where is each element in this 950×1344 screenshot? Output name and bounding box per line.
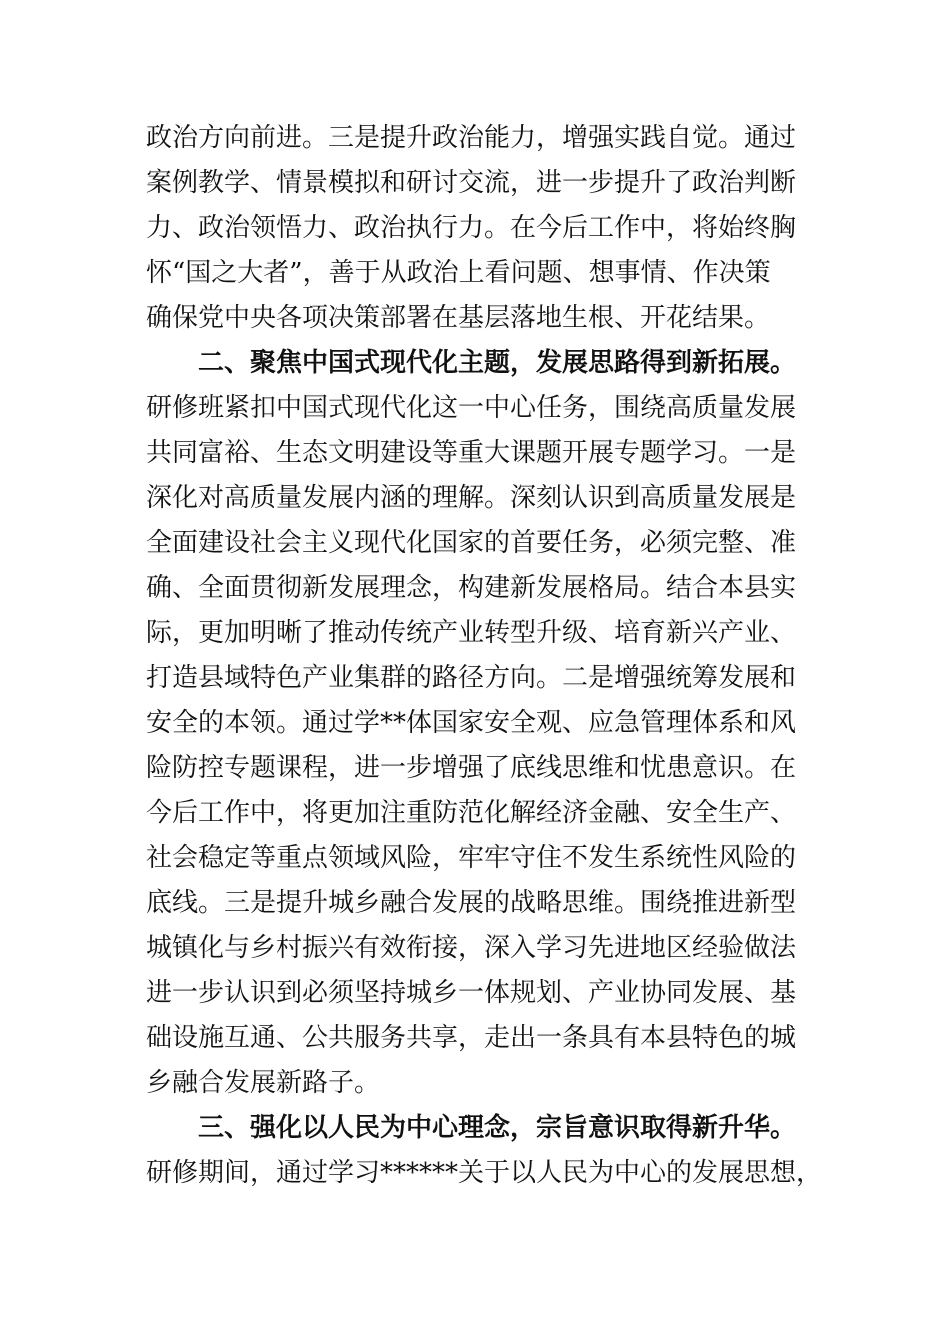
section-heading-3: 三、强化以人民为中心理念，宗旨意识取得新升华。 [198,1113,797,1143]
paragraph-line: 怀“国之大者”，善于从政治上看问题、想事情、作决策 [146,258,771,288]
paragraph-line: 确、全面贯彻新发展理念，构建新发展格局。结合本县实 [146,573,797,603]
paragraph-line: 案例教学、情景模拟和研讨交流，进一步提升了政治判断 [146,168,797,198]
paragraph-line: 研修期间，通过学习******关于以人民为中心的发展思想， [146,1158,823,1188]
paragraph-line: 险防控专题课程，进一步增强了底线思维和忧患意识。在 [146,753,797,783]
paragraph-line: 力、政治领悟力、政治执行力。在今后工作中，将始终胸 [146,213,797,243]
paragraph-line: 确保党中央各项决策部署在基层落地生根、开花结果。 [146,303,771,333]
paragraph-line: 今后工作中，将更加注重防范化解经济金融、安全生产、 [146,798,797,828]
paragraph-line: 研修班紧扣中国式现代化这一中心任务，围绕高质量发展 [146,393,797,423]
paragraph-line: 际，更加明晰了推动传统产业转型升级、培育新兴产业、 [146,618,797,648]
paragraph-line: 础设施互通、公共服务共享，走出一条具有本县特色的城 [146,1023,797,1053]
paragraph-line: 政治方向前进。三是提升政治能力，增强实践自觉。通过 [146,123,797,153]
section-heading-2: 二、聚焦中国式现代化主题，发展思路得到新拓展。 [198,348,797,378]
paragraph-line: 进一步认识到必须坚持城乡一体规划、产业协同发展、基 [146,978,797,1008]
paragraph-line: 社会稳定等重点领域风险，牢牢守住不发生系统性风险的 [146,843,797,873]
paragraph-line: 深化对高质量发展内涵的理解。深刻认识到高质量发展是 [146,483,797,513]
paragraph-line: 底线。三是提升城乡融合发展的战略思维。围绕推进新型 [146,888,797,918]
paragraph-line: 共同富裕、生态文明建设等重大课题开展专题学习。一是 [146,438,797,468]
paragraph-line: 乡融合发展新路子。 [146,1068,381,1098]
paragraph-line: 城镇化与乡村振兴有效衔接，深入学习先进地区经验做法 [146,933,797,963]
paragraph-line: 打造县域特色产业集群的路径方向。二是增强统筹发展和 [146,663,797,693]
paragraph-line: 全面建设社会主义现代化国家的首要任务，必须完整、准 [146,528,797,558]
paragraph-line: 安全的本领。通过学**体国家安全观、应急管理体系和风 [146,708,797,738]
